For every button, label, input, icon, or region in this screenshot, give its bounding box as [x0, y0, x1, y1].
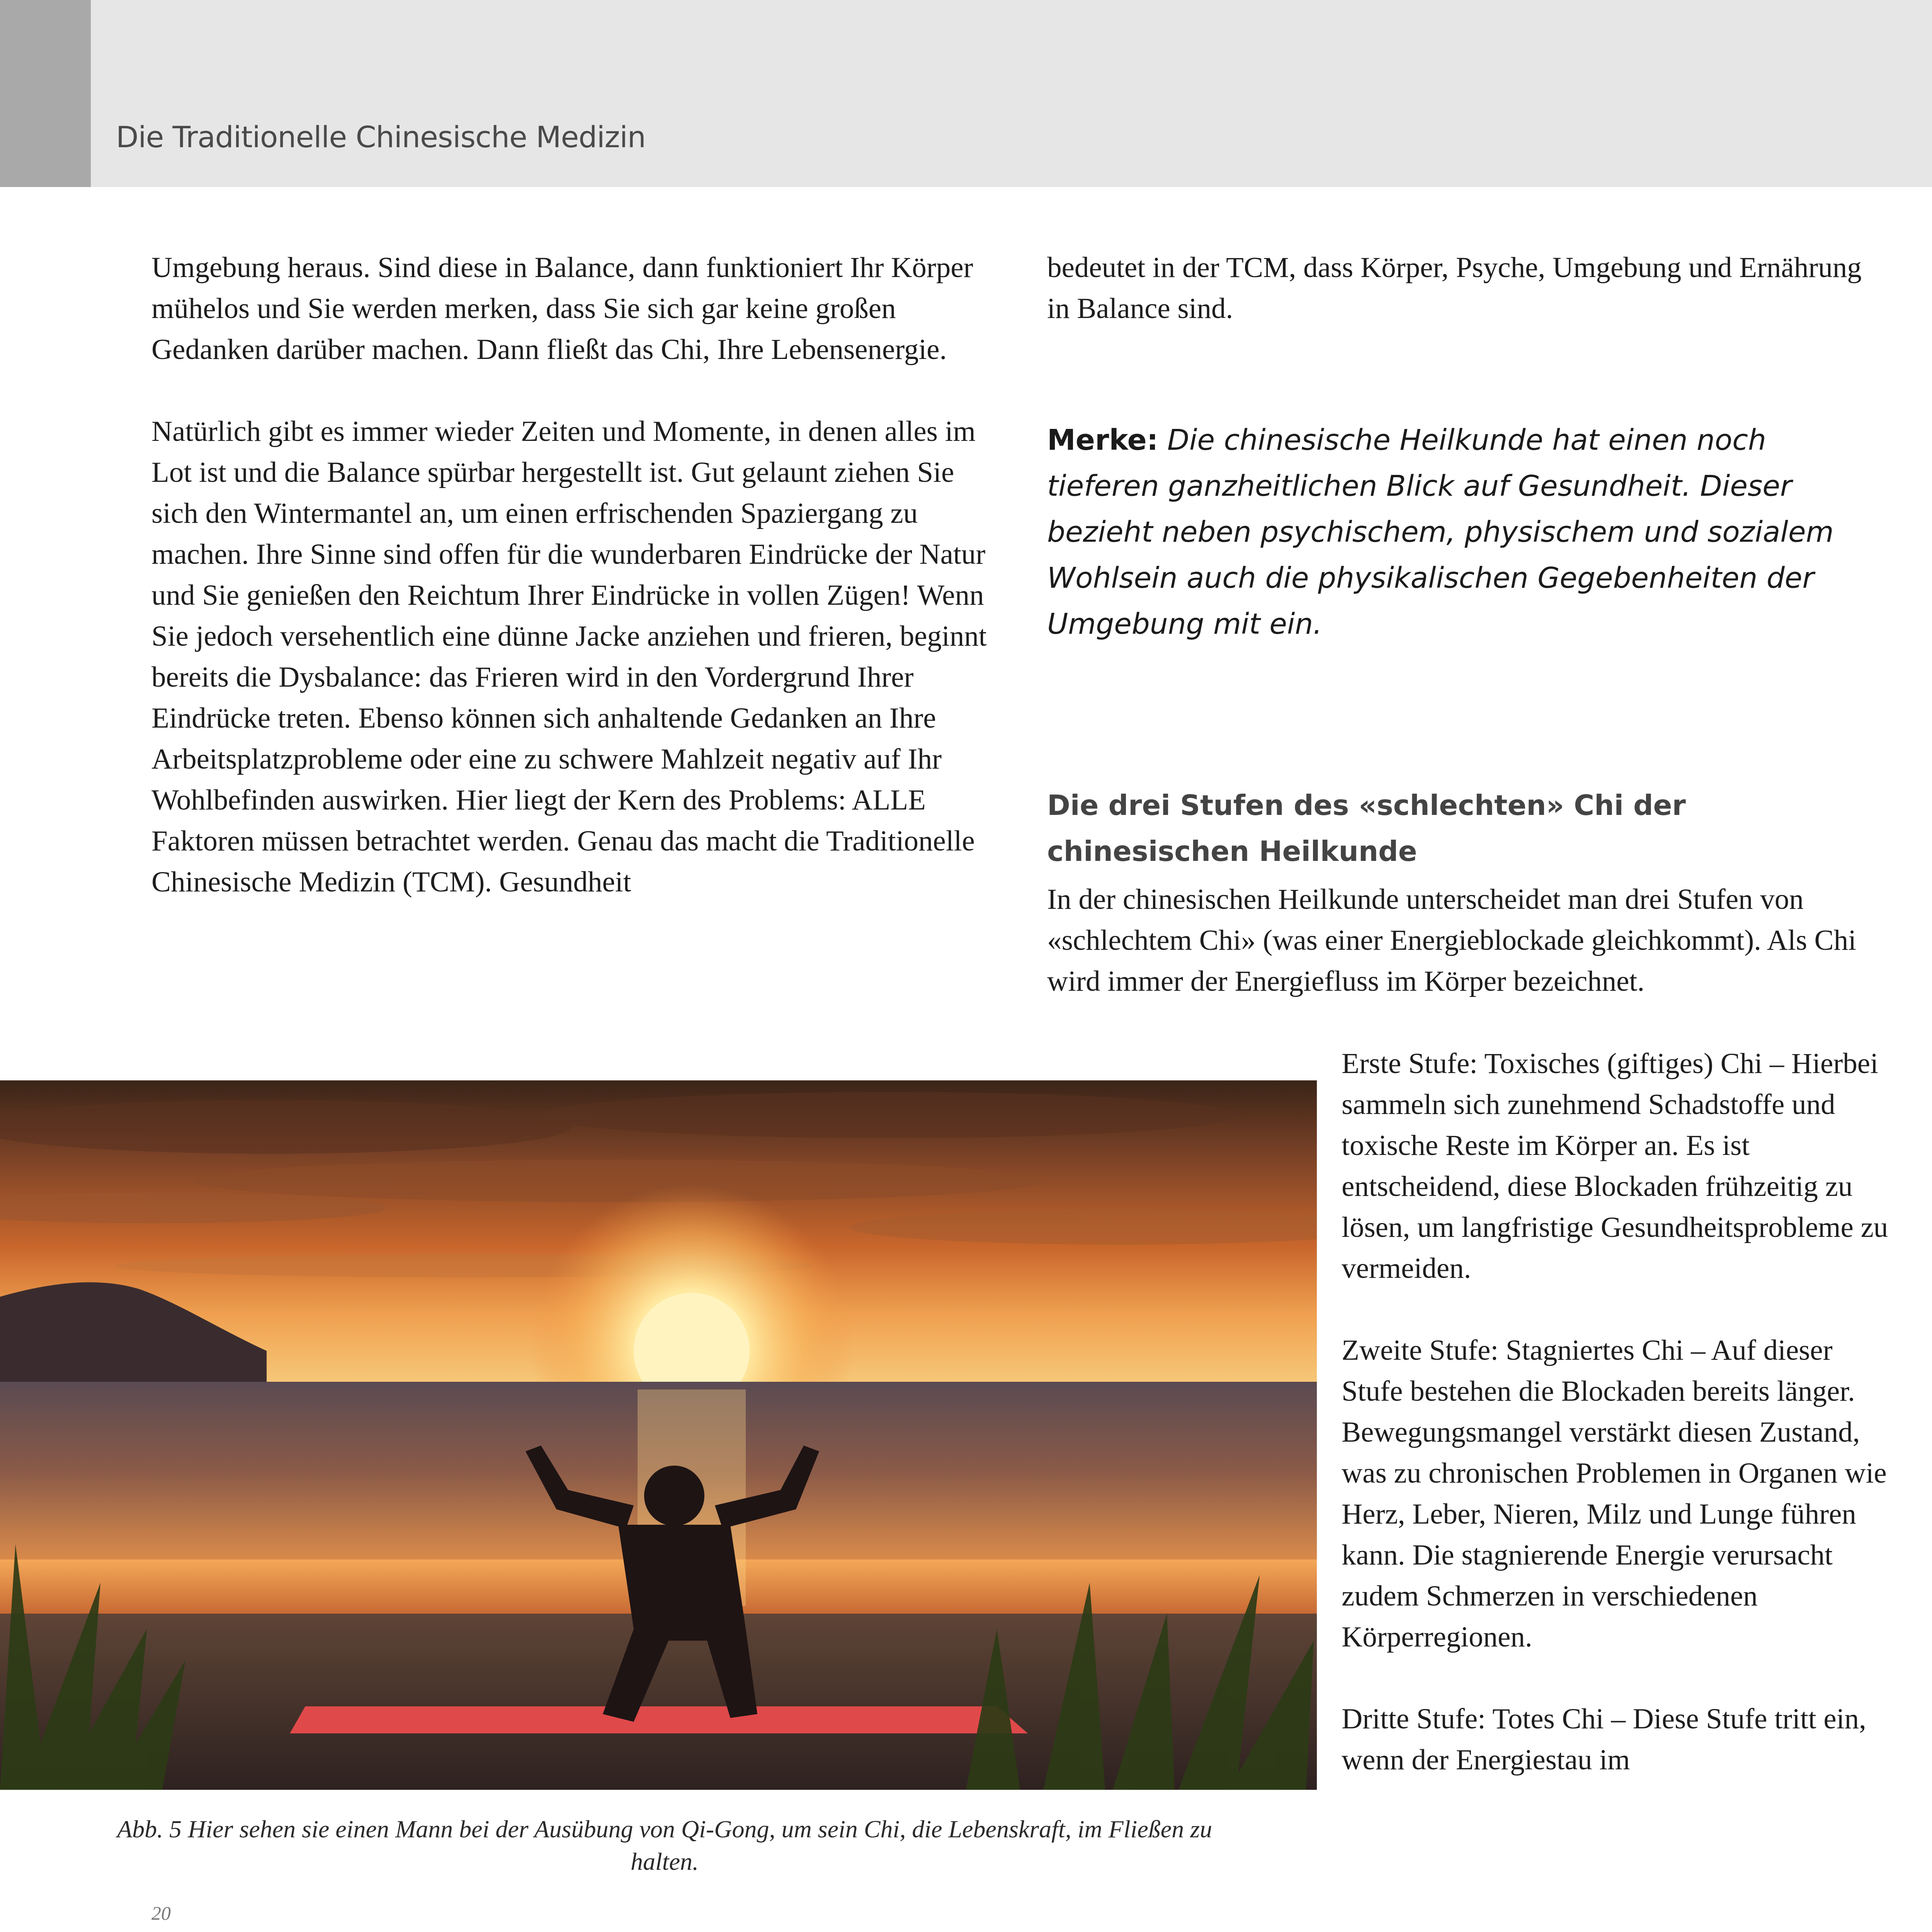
right-intro-paragraph: bedeutet in der TCM, dass Körper, Psyche, Umgebung und Ernährung in Balance sind. [1047, 252, 1862, 325]
running-header-title: Die Traditionelle Chinesische Medizin [116, 120, 646, 154]
stage-2-paragraph: Zweite Stufe: Stagniertes Chi – Auf dieser Stufe bestehen die Blockaden bereits länger. Bewegungsmangel verstärkt diesen Zustand, was zu chronischen Problemen in Organen wie Herz, Leber, Nieren, Milz und Lunge führen kann. Die stagnierende Energie verursacht zudem Schmerzen in verschiedenen Körperregionen. [1342, 1334, 1887, 1653]
right-column [1047, 247, 1878, 1002]
header-bar [0, 0, 1932, 187]
page-number: 20 [151, 1902, 171, 1924]
merke-note [1047, 417, 1878, 647]
stage-1-paragraph: Erste Stufe: Toxisches (giftiges) Chi – Hierbei sammeln sich zunehmend Schadstoffe und toxische Reste im Körper an. Es ist entscheidend, diese Blockaden frühzeitig zu lösen, um langfristige Gesundheitsprobleme zu vermeiden. [1342, 1048, 1888, 1284]
qigong-sunset-photo [0, 1080, 1317, 1790]
section-heading: Die drei Stufen des «schlechten» Chi der chinesischen Heilkunde [1047, 789, 1686, 867]
yoga-mat [290, 1706, 1028, 1733]
left-paragraph-1: Umgebung heraus. Sind diese in Balance, dann funktioniert Ihr Körper mühelos und Sie werden merken, dass Sie sich gar keine großen Gedanken darüber machen. Dann fließt das Chi, Ihre Lebensenergie. [151, 252, 973, 366]
stage-3-paragraph: Dritte Stufe: Totes Chi – Diese Stufe tritt ein, wenn der Energiestau im [1342, 1703, 1866, 1776]
header-tab-accent [0, 0, 91, 187]
figure-caption: Abb. 5 Hier sehen sie einen Mann bei der Ausübung von Qi-Gong, um sein Chi, die Lebenskraft, im Fließen zu halten. [117, 1815, 1212, 1875]
merke-label: Merke: [1047, 423, 1158, 457]
stages-column [1342, 1043, 1898, 1781]
section-body: In der chinesischen Heilkunde unterscheidet man drei Stufen von «schlechtem Chi» (was einer Energieblockade gleichkommt). Als Chi wird immer der Energiefluss im Körper bezeichnet. [1047, 883, 1856, 997]
left-column [151, 247, 990, 903]
merke-text: Die chinesische Heilkunde hat einen noch tieferen ganzheitlichen Blick auf Gesundheit. Dieser bezieht neben psychischem, physischem und sozialem Wohlsein auch die physikalischen Gegebenheiten der Umgebung mit ein. [1047, 423, 1834, 641]
left-paragraph-2: Natürlich gibt es immer wieder Zeiten und Momente, in denen alles im Lot ist und die Balance spürbar hergestellt ist. Gut gelaunt ziehen Sie sich den Wintermantel an, um einen erfrischenden Spaziergang zu machen. Ihre Sinne sind offen für die wunderbaren Eindrücke der Natur und Sie genießen den Reichtum Ihrer Eindrücke in vollen Zügen! Wenn Sie jedoch versehentlich eine dünne Jacke anziehen und frieren, beginnt bereits die Dysbalance: das Frieren wird in den Vordergrund Ihrer Eindrücke treten. Ebenso können sich anhaltende Gedanken an Ihre Arbeitsplatzprobleme oder eine zu schwere Mahlzeit negativ auf Ihr Wohlbefinden auswirken. Hier liegt der Kern des Problems: ALLE Faktoren müssen betrachtet werden. Genau das macht die Traditionelle Chinesische Medizin (TCM). Gesundheit [151, 415, 987, 898]
